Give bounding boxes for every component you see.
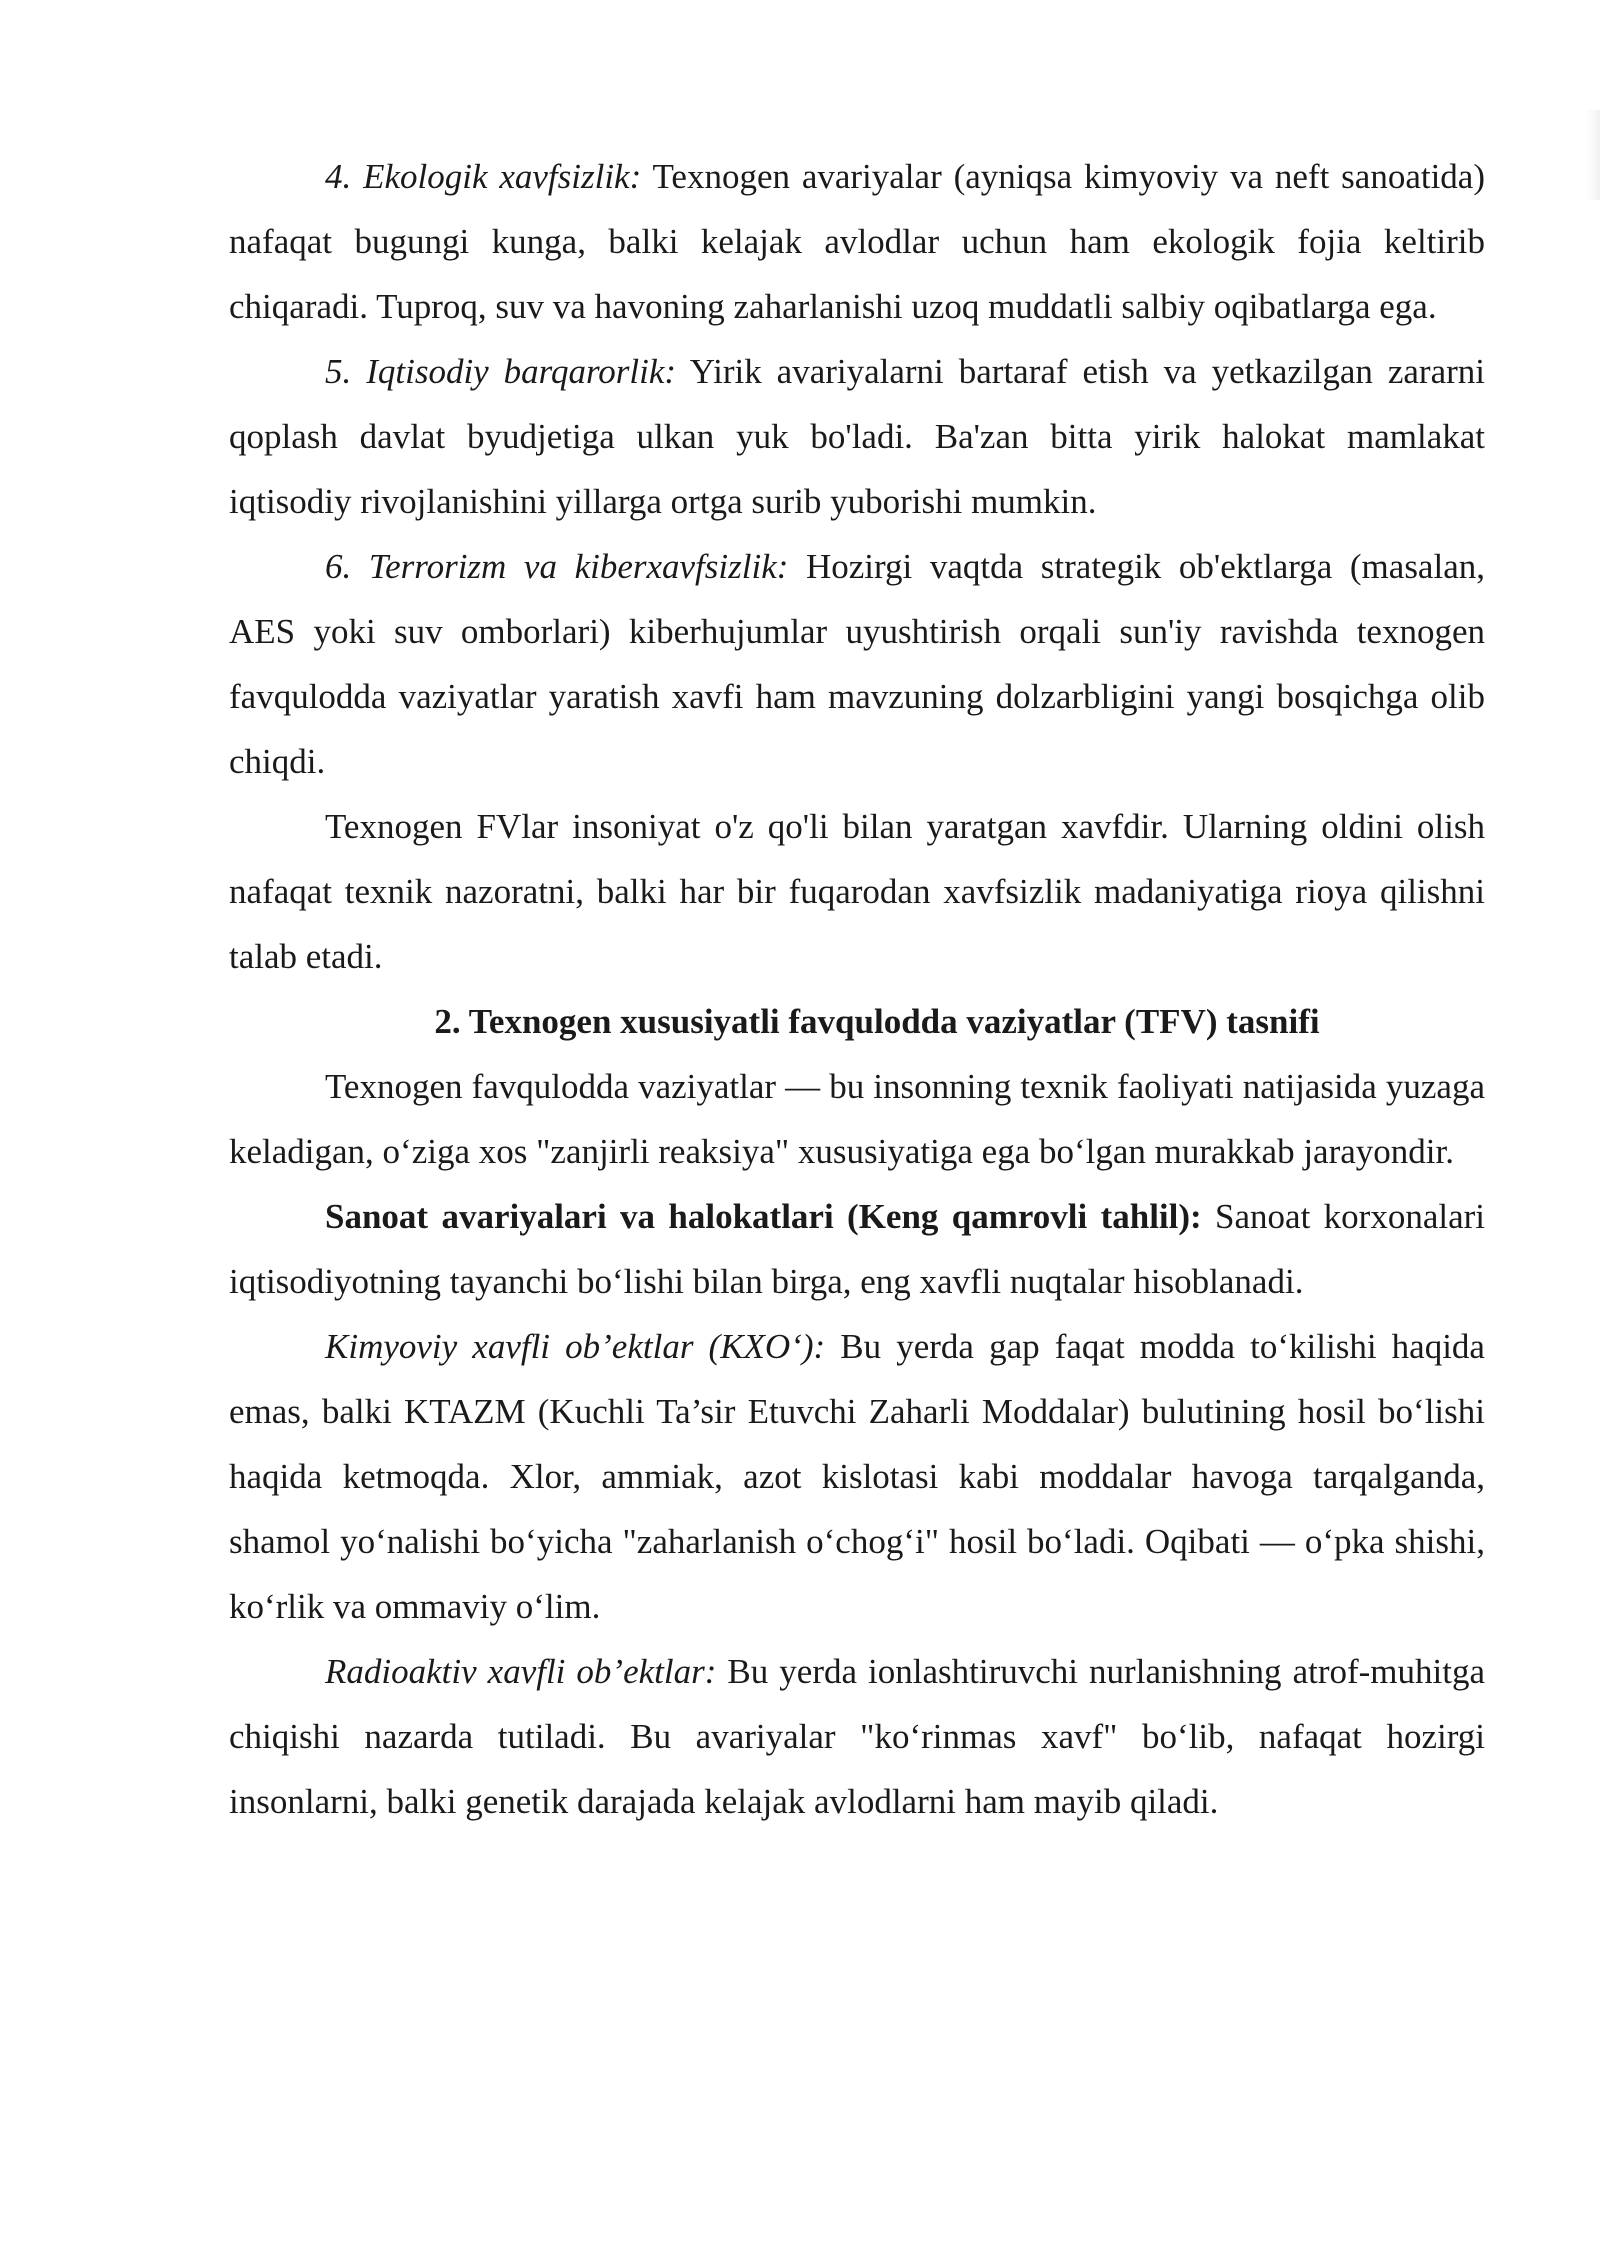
paragraph-text: Bu yerda gap faqat modda to‘kilishi haqida emas, balki KTAZM (Kuchli Ta’sir Etuvchi Zaharli Moddalar) bulutining hosil bo‘lishi haqida ketmoqda. Xlor, ammiak, azot kislotasi kabi moddalar havoga tarqalganda, shamol yo‘nalishi bo‘yicha "zaharlanish o‘chog‘i" hosil bo‘ladi. Oqibati — o‘pka shishi, ko‘rlik va ommaviy o‘lim. [229, 1327, 1485, 1626]
paragraph-lead: Kimyoviy xavfli ob’ektlar (KXO‘): [325, 1327, 826, 1366]
paragraph-industrial-accidents [229, 1184, 1485, 1314]
paragraph-text: Texnogen avariyalar (ayniqsa kimyoviy va neft sanoatida) nafaqat bugungi kunga, balki kelajak avlodlar uchun ham ekologik fojia keltirib chiqaradi. Tuproq, suv va havoning zaharlanishi uzoq muddatli salbiy oqibatlarga ega. [229, 157, 1485, 326]
paragraph-terrorism-cybersecurity [229, 534, 1485, 794]
page-edge-shadow [1586, 110, 1600, 200]
paragraph-text: Yirik avariyalarni bartaraf etish va yetkazilgan zararni qoplash davlat byudjetiga ulkan yuk bo'ladi. Ba'zan bitta yirik halokat mamlakat iqtisodiy rivojlanishini yillarga ortga surib yuborishi mumkin. [229, 352, 1486, 521]
paragraph-text: Sanoat korxonalari iqtisodiyotning tayanchi bo‘lishi bilan birga, eng xavfli nuqtalar hisoblanadi. [229, 1197, 1485, 1301]
paragraph-text: Bu yerda ionlashtiruvchi nurlanishning atrof-muhitga chiqishi nazarda tutiladi. Bu avariyalar "ko‘rinmas xavf" bo‘lib, nafaqat hozirgi insonlarni, balki genetik darajada kelajak avlodlarni ham mayib qiladi. [229, 1652, 1486, 1821]
paragraph-radioactive-objects [229, 1639, 1485, 1834]
paragraph-lead: 4. Ekologik xavfsizlik: [325, 157, 642, 196]
paragraph-lead: 5. Iqtisodiy barqarorlik: [325, 352, 677, 391]
paragraph-lead: 6. Terrorizm va kiberxavfsizlik: [325, 547, 789, 586]
paragraph-ecological-safety [229, 144, 1485, 339]
paragraph-closing: Texnogen FVlar insoniyat o'z qo'li bilan yaratgan xavfdir. Ularning oldini olish nafaqat texnik nazoratni, balki har bir fuqarodan xavfsizlik madaniyatiga rioya qilishni talab etadi. [229, 807, 1485, 976]
document-body [229, 144, 1485, 1834]
section-heading: 2. Texnogen xususiyatli favqulodda vaziyatlar (TFV) tasnifi [434, 1002, 1320, 1041]
paragraph-lead: Radioaktiv xavfli ob’ektlar: [325, 1652, 717, 1691]
paragraph-chemical-objects [229, 1314, 1485, 1639]
paragraph-economic-stability [229, 339, 1485, 534]
paragraph-definition: Texnogen favqulodda vaziyatlar — bu insonning texnik faoliyati natijasida yuzaga keladigan, o‘ziga xos "zanjirli reaksiya" xususiyatiga ega bo‘lgan murakkab jarayondir. [229, 1067, 1485, 1171]
paragraph-lead: Sanoat avariyalari va halokatlari (Keng qamrovli tahlil): [325, 1197, 1202, 1236]
paragraph-text: Hozirgi vaqtda strategik ob'ektlarga (masalan, AES yoki suv omborlari) kiberhujumlar uyushtirish orqali sun'iy ravishda texnogen favqulodda vaziyatlar yaratish xavfi ham mavzuning dolzarbligini yangi bosqichga olib chiqdi. [229, 547, 1485, 781]
